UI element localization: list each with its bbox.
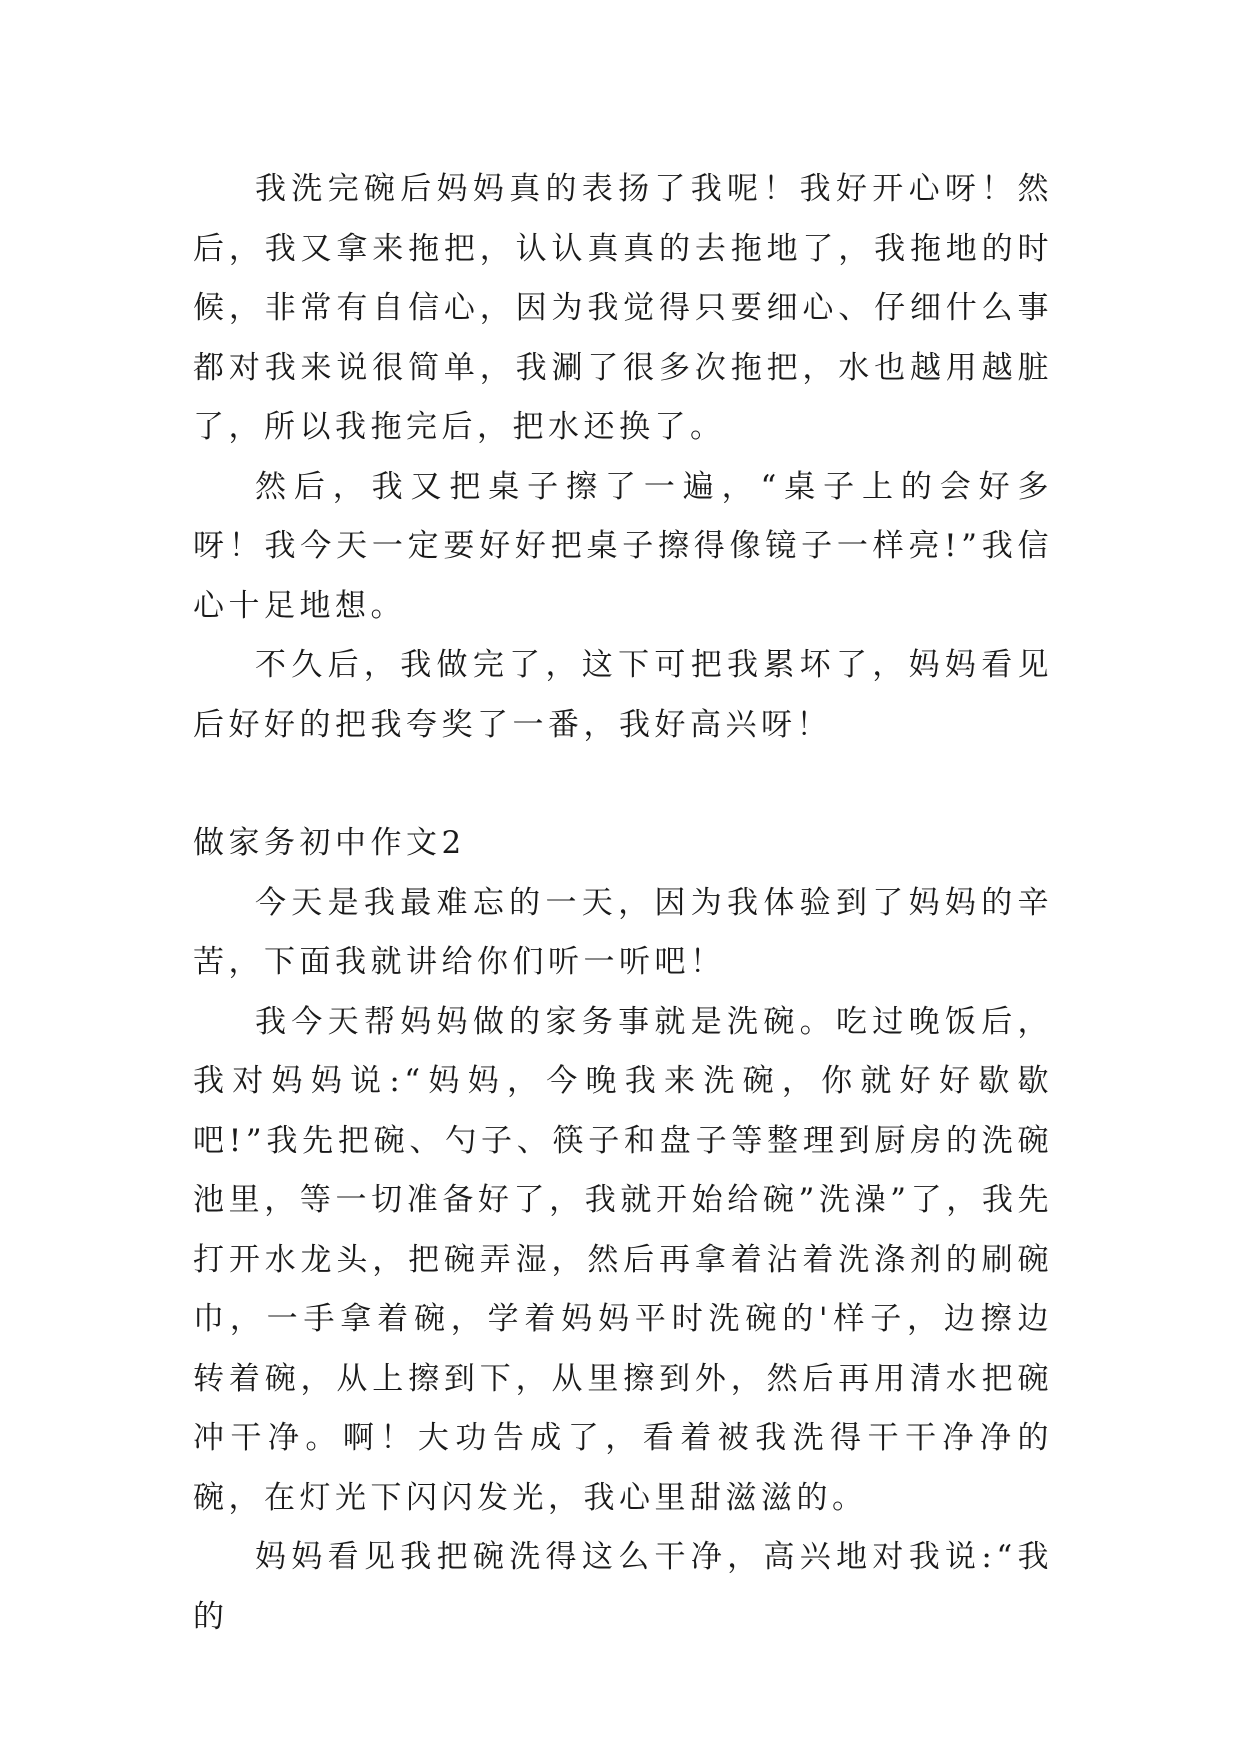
paragraph: 今天是我最难忘的一天，因为我体验到了妈妈的辛苦，下面我就讲给你们听一听吧！ — [193, 884, 1053, 980]
document-body — [193, 160, 1053, 1647]
paragraph: 不久后，我做完了，这下可把我累坏了，妈妈看见后好好的把我夸奖了一番，我好高兴呀！ — [193, 647, 1053, 743]
paragraph: 我洗完碗后妈妈真的表扬了我呢！我好开心呀！然后，我又拿来拖把，认认真真的去拖地了，我拖地的时候，非常有自信心，因为我觉得只要细心、仔细什么事都对我来说很简单，我涮了很多次拖把，水也越用越脏了，所以我拖完后，把水还换了。 — [193, 171, 1053, 445]
paragraph: 然后，我又把桌子擦了一遍，“桌子上的会好多呀！我今天一定要好好把桌子擦得像镜子一样亮!”我信心十足地想。 — [193, 468, 1053, 624]
paragraph: 我今天帮妈妈做的家务事就是洗碗。吃过晚饭后，我对妈妈说:“妈妈，今晚我来洗碗，你就好好歇歇吧!”我先把碗、勺子、筷子和盘子等整理到厨房的洗碗池里，等一切准备好了，我就开始给碗”洗澡”了，我先打开水龙头，把碗弄湿，然后再拿着沾着洗涤剂的刷碗巾，一手拿着碗，学着妈妈平时洗碗的'样子，边擦边转着碗，从上擦到下，从里擦到外，然后再用清水把碗冲干净。啊！大功告成了，看着被我洗得干干净净的碗，在灯光下闪闪发光，我心里甜滋滋的。 — [193, 1003, 1053, 1516]
paragraph: 妈妈看见我把碗洗得这么干净，高兴地对我说:“我的 — [193, 1539, 1053, 1635]
section-heading: 做家务初中作文2 — [193, 825, 466, 861]
